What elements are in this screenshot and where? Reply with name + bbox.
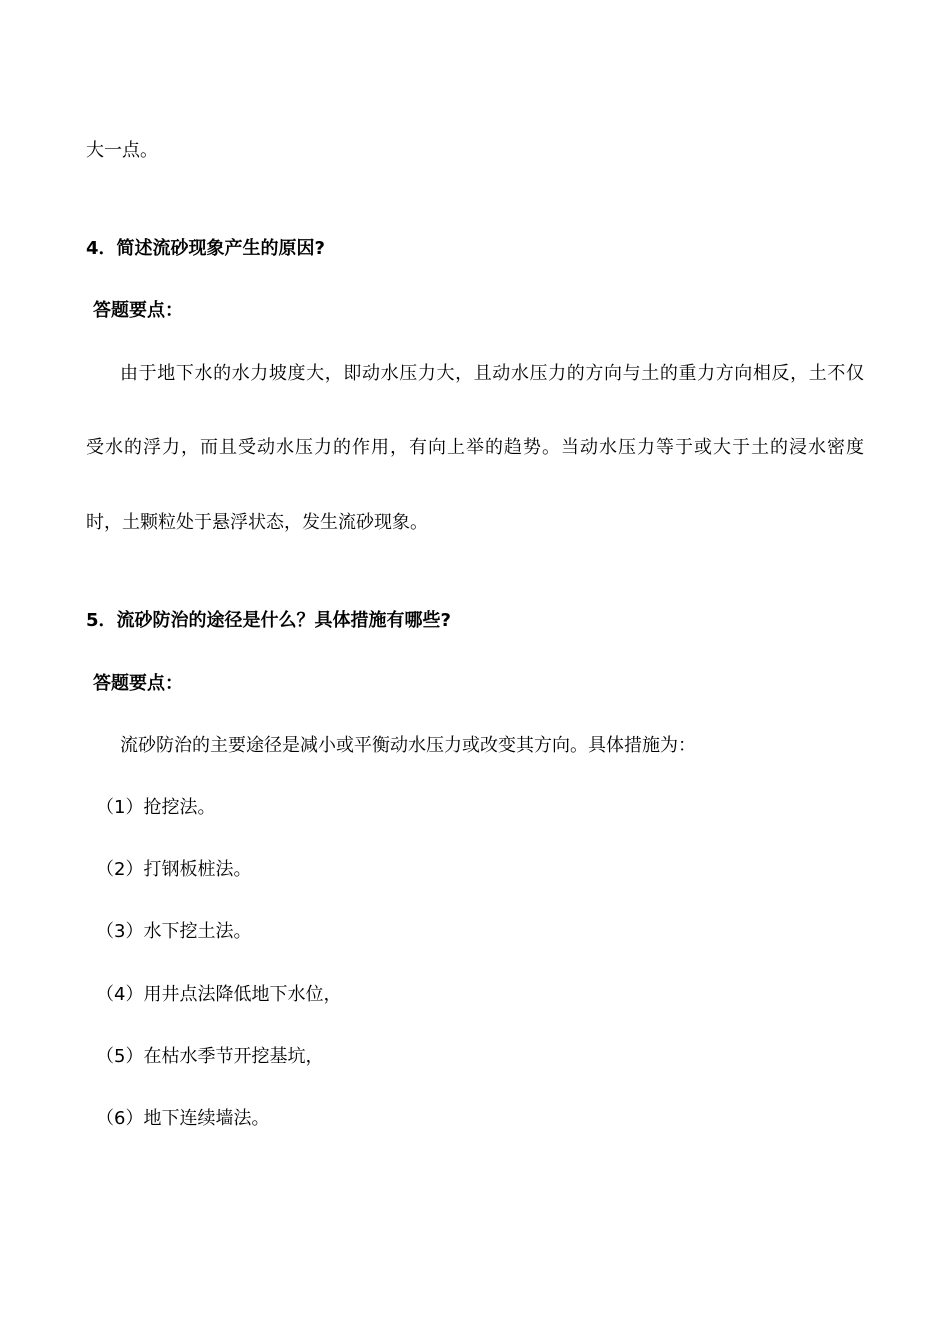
question-5-intro: 流砂防治的主要途径是减小或平衡动水压力或改变其方向。具体措施为： (120, 735, 696, 756)
measure-item-4: （4）用井点法降低地下水位， (96, 984, 342, 1005)
question-4-answer-line-1: 由于地下水的水力坡度大，即动水压力大，且动水压力的方向与土的重力方向相反，土不仅 (120, 363, 864, 384)
question-4-title: 4．简述流砂现象产生的原因? (86, 238, 325, 259)
continuation-text: 大一点。 (86, 140, 158, 161)
measure-item-6: （6）地下连续墙法。 (96, 1108, 270, 1129)
question-4-answer-line-3: 时，土颗粒处于悬浮状态，发生流砂现象。 (86, 512, 428, 533)
measure-item-3: （3）水下挖土法。 (96, 921, 252, 942)
measure-item-1: （1）抢挖法。 (96, 797, 216, 818)
question-4-answer-label: 答题要点： (93, 300, 183, 321)
measure-item-2: （2）打钢板桩法。 (96, 859, 252, 880)
question-4-answer-line-2: 受水的浮力，而且受动水压力的作用，有向上举的趋势。当动水压力等于或大于土的浸水密度 (86, 437, 864, 458)
question-5-answer-label: 答题要点： (93, 673, 183, 694)
measure-item-5: （5）在枯水季节开挖基坑， (96, 1046, 324, 1067)
question-5-title: 5．流砂防治的途径是什么？具体措施有哪些? (86, 610, 451, 631)
